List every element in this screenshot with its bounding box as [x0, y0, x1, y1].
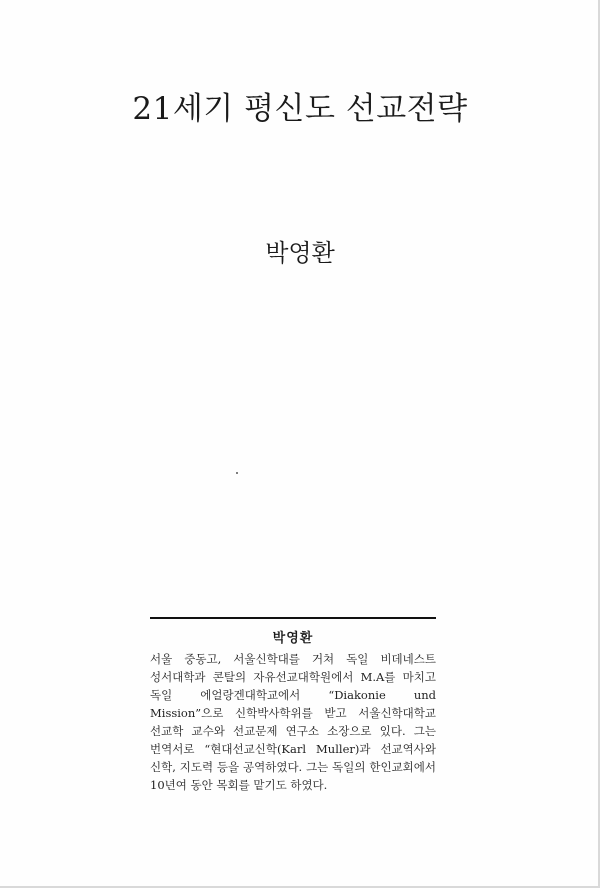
author-name: 박영환 [265, 239, 335, 267]
author-bio-box [150, 617, 436, 794]
bio-paragraph: 서울 중동고, 서울신학대를 거쳐 독일 비데네스트 성서대학과 콘탈의 자유선교대학원에서 M.A를 마치고 독일 에얼랑겐대학교에서 “Diakonie und Mission”으로 신학박사학위를 받고 서울신학대학교 선교학 교수와 선교문제 연구소 소장으로 있다. 그는 번역서로 “현대선교신학(Karl Muller)과 선교역사와 신학, 지도력 등을 공역하였다. 그는 독일의 한인교회에서 10년여 동안 목회를 맡기도 하였다. [150, 652, 436, 792]
ink-speck [236, 472, 238, 474]
divider-rule [150, 617, 436, 619]
bio-author-name: 박영환 [272, 631, 314, 646]
page-title: 21세기 평신도 선교전략 [132, 91, 468, 127]
